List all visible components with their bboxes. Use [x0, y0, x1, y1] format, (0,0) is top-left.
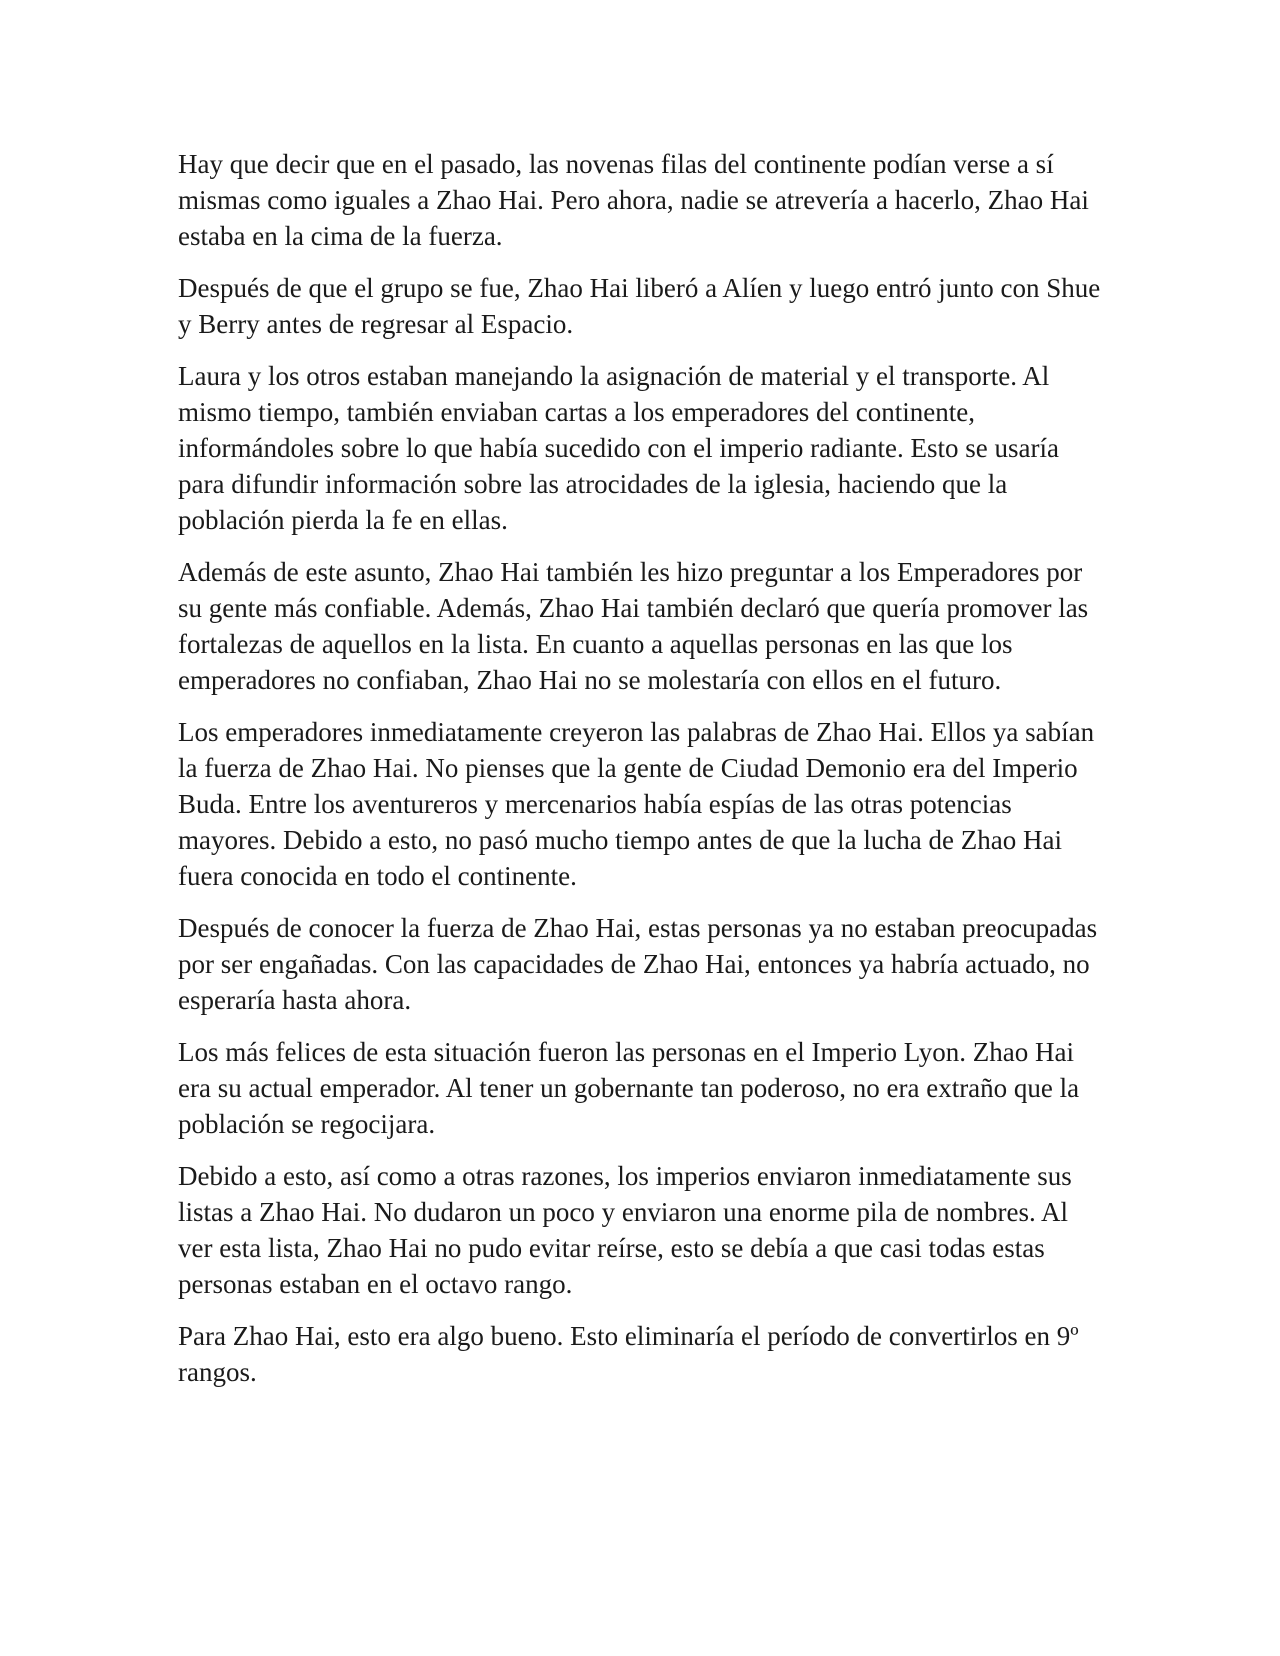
paragraph-3: Laura y los otros estaban manejando la asignación de material y el transporte. Al mismo tiempo, también enviaban cartas a los emperadores del continente, informándoles sobre lo que había sucedido con el imperio radiante. Esto se usaría para difundir información sobre las atrocidades de la iglesia, haciendo que la población pierda la fe en ellas. — [178, 361, 1059, 535]
paragraph-4: Además de este asunto, Zhao Hai también les hizo preguntar a los Emperadores por su gente más confiable. Además, Zhao Hai también declaró que quería promover las fortalezas de aquellos en la lista. En cuanto a aquellas personas en las que los emperadores no confiaban, Zhao Hai no se molestaría con ellos en el futuro. — [178, 557, 1089, 695]
paragraph-7: Los más felices de esta situación fueron las personas en el Imperio Lyon. Zhao Hai era su actual emperador. Al tener un gobernante tan poderoso, no era extraño que la población se regocijara. — [178, 1037, 1080, 1139]
paragraph-6: Después de conocer la fuerza de Zhao Hai, estas personas ya no estaban preocupadas por ser engañadas. Con las capacidades de Zhao Hai, entonces ya habría actuado, no esperaría hasta ahora. — [178, 913, 1098, 1015]
document-body — [178, 146, 1108, 1406]
paragraph-5: Los emperadores inmediatamente creyeron las palabras de Zhao Hai. Ellos ya sabían la fuerza de Zhao Hai. No pienses que la gente de Ciudad Demonio era del Imperio Buda. Entre los aventureros y mercenarios había espías de las otras potencias mayores. Debido a esto, no pasó mucho tiempo antes de que la lucha de Zhao Hai fuera conocida en todo el continente. — [178, 717, 1095, 891]
paragraph-8: Debido a esto, así como a otras razones, los imperios enviaron inmediatamente sus listas a Zhao Hai. No dudaron un poco y enviaron una enorme pila de nombres. Al ver esta lista, Zhao Hai no pudo evitar reírse, esto se debía a que casi todas estas personas estaban en el octavo rango. — [178, 1161, 1072, 1299]
paragraph-9: Para Zhao Hai, esto era algo bueno. Esto eliminaría el período de convertirlos en 9º rangos. — [178, 1321, 1079, 1387]
paragraph-2: Después de que el grupo se fue, Zhao Hai liberó a Alíen y luego entró junto con Shue y Berry antes de regresar al Espacio. — [178, 273, 1101, 339]
paragraph-1: Hay que decir que en el pasado, las novenas filas del continente podían verse a sí mismas como iguales a Zhao Hai. Pero ahora, nadie se atrevería a hacerlo, Zhao Hai estaba en la cima de la fuerza. — [178, 149, 1089, 251]
